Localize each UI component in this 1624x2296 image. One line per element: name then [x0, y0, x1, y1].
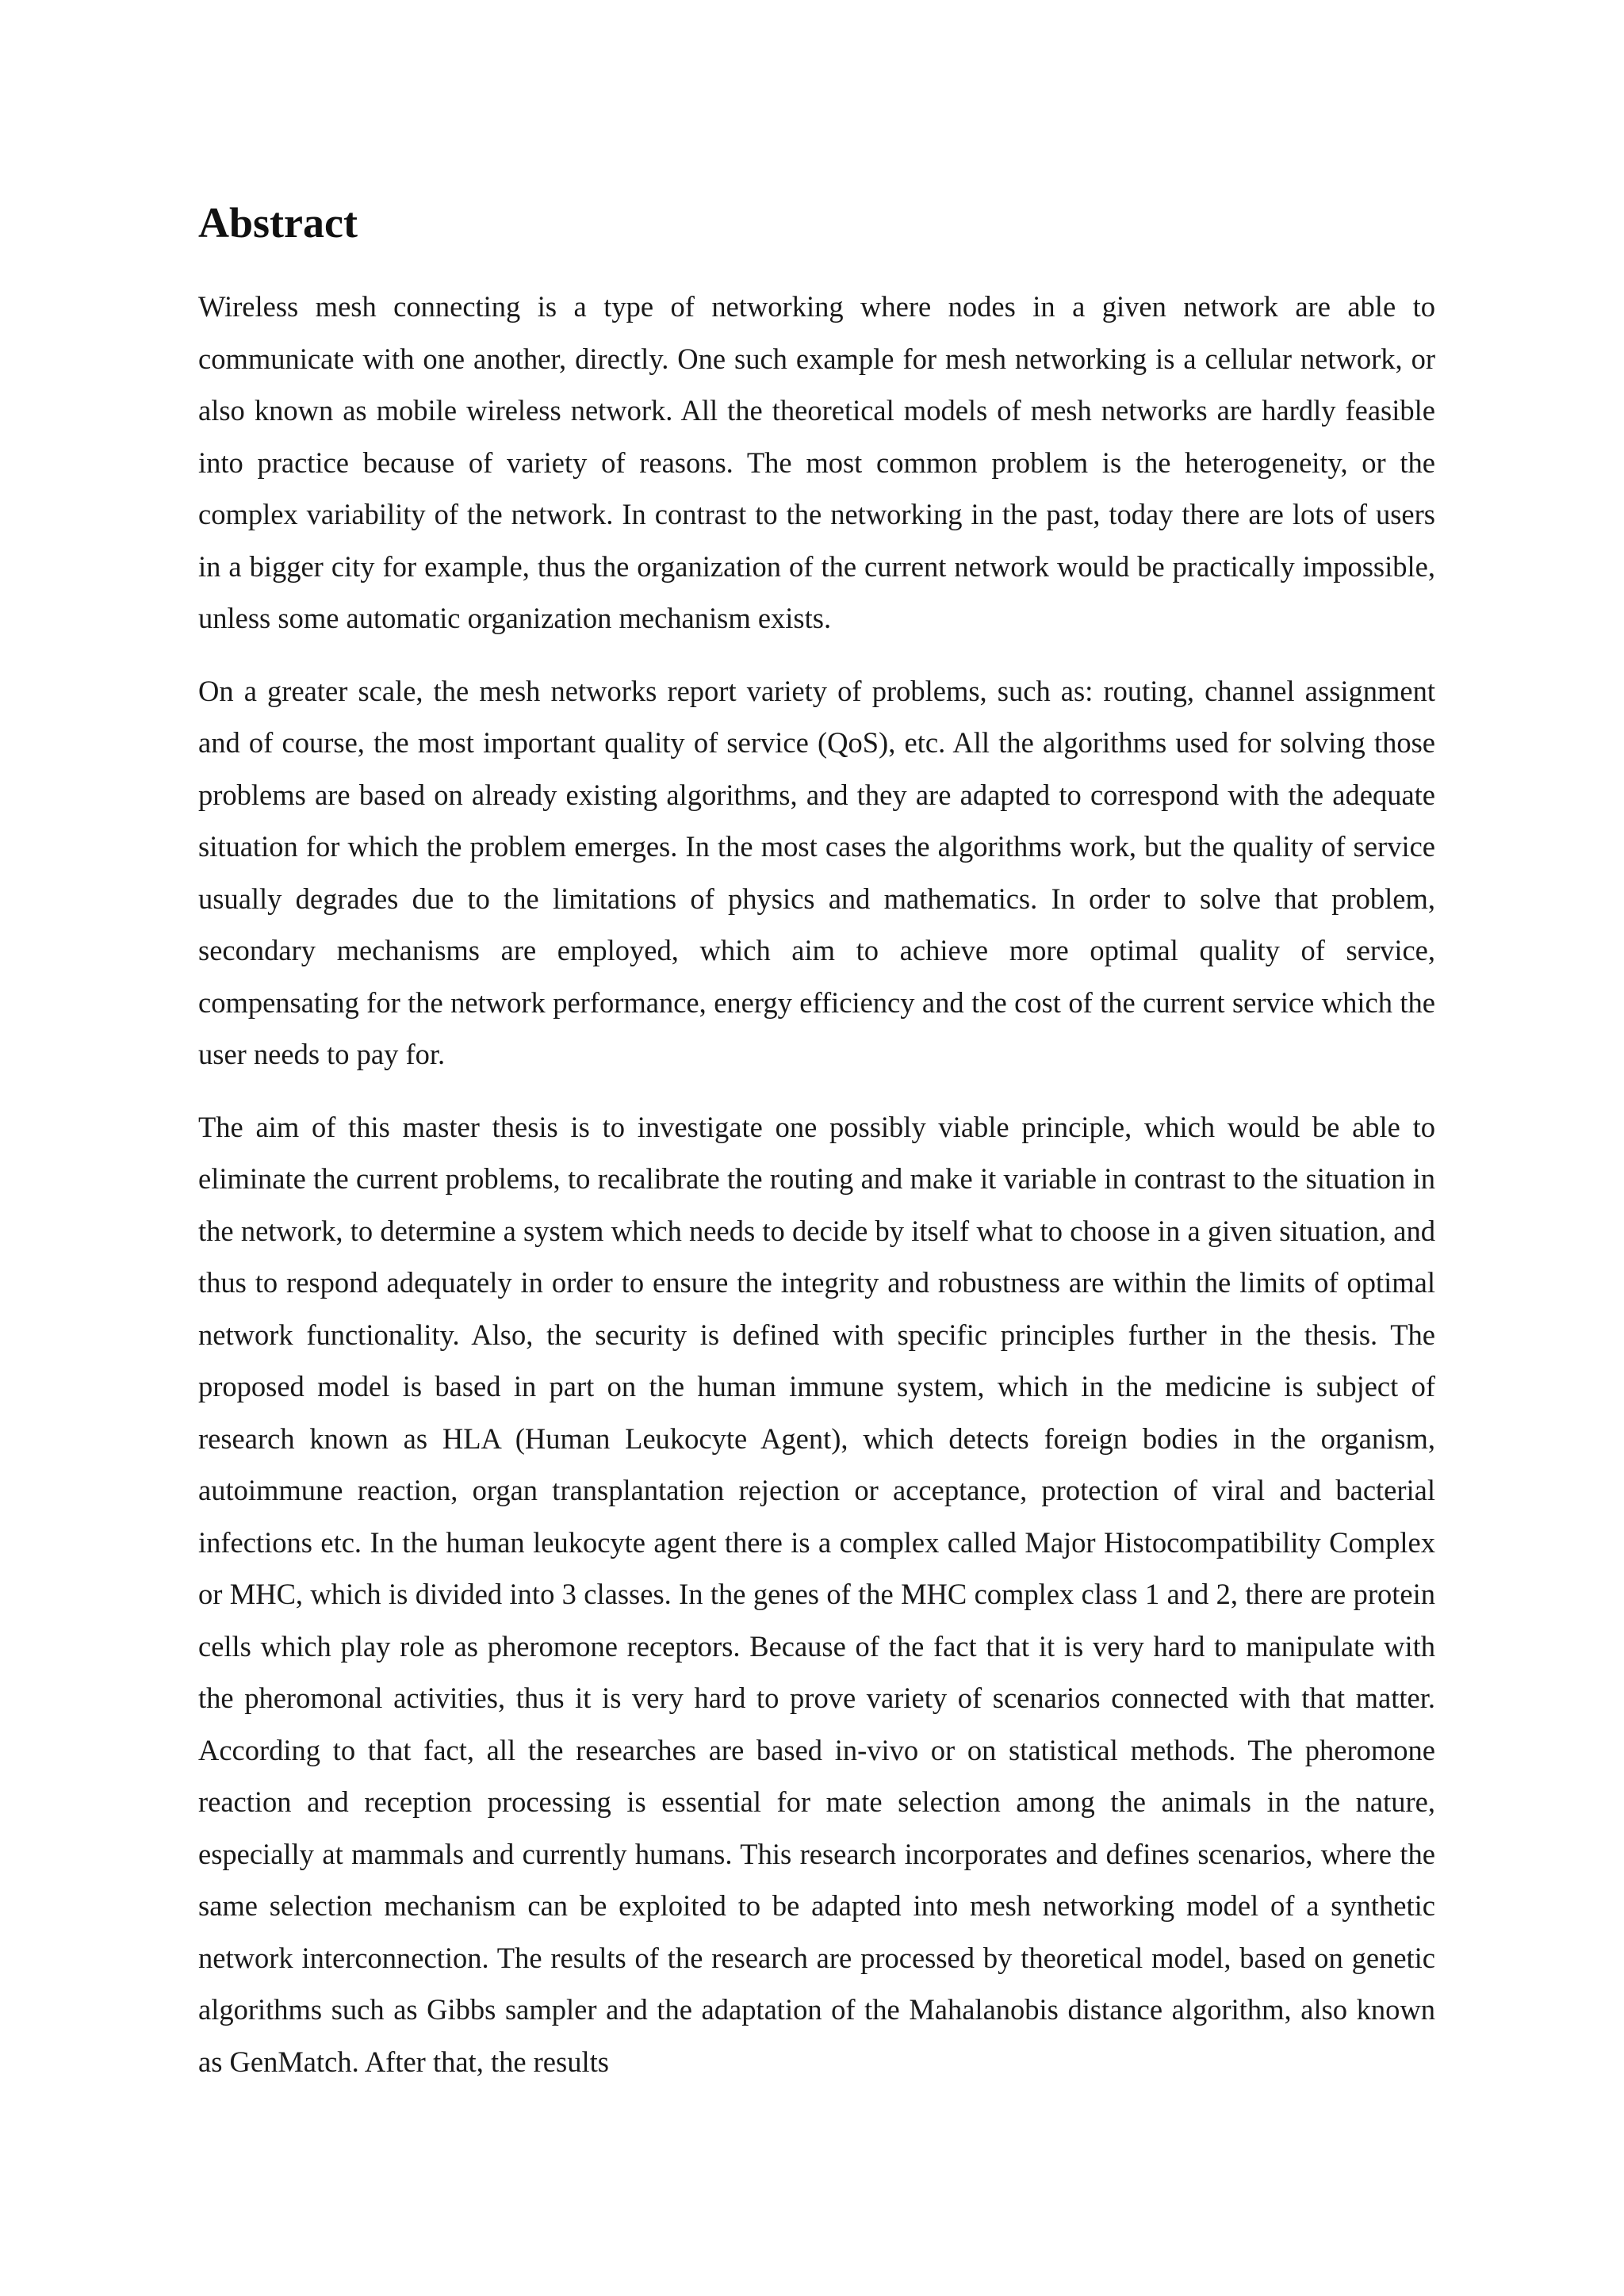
page-content	[198, 197, 1435, 2108]
abstract-paragraph-1: Wireless mesh connecting is a type of networking where nodes in a given network are able to communicate with one another, directly. One such example for mesh networking is a cellular network, or also known as mobile wireless network. All the theoretical models of mesh networks are hardly feasible into practice because of variety of reasons. The most common problem is the heterogeneity, or the complex variability of the network. In contrast to the networking in the past, today there are lots of users in a bigger city for example, thus the organization of the current network would be practically impossible, unless some automatic organization mechanism exists.	[198, 290, 1435, 634]
abstract-paragraph-3: The aim of this master thesis is to investigate one possibly viable principle, which would be able to eliminate the current problems, to recalibrate the routing and make it variable in contrast to the situation in the network, to determine a system which needs to decide by itself what to choose in a given situation, and thus to respond adequately in order to ensure the integrity and robustness are within the limits of optimal network functionality. Also, the security is defined with specific principles further in the thesis. The proposed model is based in part on the human immune system, which in the medicine is subject of research known as HLA (Human Leukocyte Agent), which detects foreign bodies in the organism, autoimmune reaction, organ transplantation rejection or acceptance, protection of viral and bacterial infections etc. In the human leukocyte agent there is a complex called Major Histocompatibility Complex or MHC, which is divided into 3 classes. In the genes of the MHC complex class 1 and 2, there are protein cells which play role as pheromone receptors. Because of the fact that it is very hard to manipulate with the pheromonal activities, thus it is very hard to prove variety of scenarios connected with that matter. According to that fact, all the researches are based in-vivo or on statistical methods. The pheromone reaction and reception processing is essential for mate selection among the animals in the nature, especially at mammals and currently humans. This research incorporates and defines scenarios, where the same selection mechanism can be exploited to be adapted into mesh networking model of a synthetic network interconnection. The results of the research are processed by theoretical model, based on genetic algorithms such as Gibbs sampler and the adaptation of the Mahalanobis distance algorithm, also known as GenMatch. After that, the results	[198, 1110, 1435, 2078]
page-title: Abstract	[198, 199, 358, 247]
abstract-paragraph-2: On a greater scale, the mesh networks report variety of problems, such as: routing, channel assignment and of course, the most important quality of service (QoS), etc. All the algorithms used for solving those problems are based on already existing algorithms, and they are adapted to correspond with the adequate situation for which the problem emerges. In the most cases the algorithms work, but the quality of service usually degrades due to the limitations of physics and mathematics. In order to solve that problem, secondary mechanisms are employed, which aim to achieve more optimal quality of service, compensating for the network performance, energy efficiency and the cost of the current service which the user needs to pay for.	[198, 674, 1435, 1070]
